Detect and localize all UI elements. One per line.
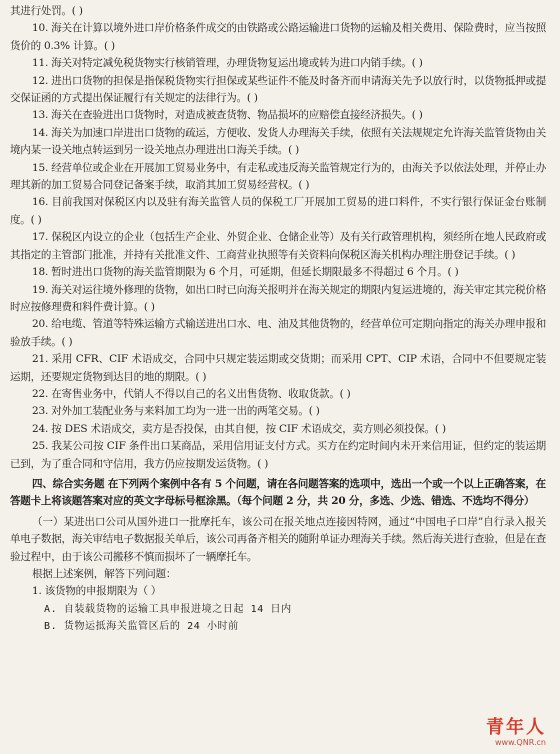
question-21: 21. 采用 CFR、CIF 术语成交，合同中只规定装运期或交货期；而采用 CPT、CIP 术语，合同中不但要规定装运期，还要规定货物到达目的地的期限。( )	[10, 353, 546, 383]
question-14: 14. 海关为加速口岸进出口货物的疏运，方便收、发货人办理海关手续，依照有关法规规定允许海关监管货物由关境内某一设关地点转运到另一设关地点办理进出口海关手续。( )	[10, 126, 546, 157]
question-24: 24. 按 DES 术语成交，卖方是否投保，由其自便，按 CIF 术语成交，卖方则必须投保。( )	[32, 422, 446, 435]
question-22: 22. 在寄售业务中，代销人不得以自己的名义出售货物、收取货款。( )	[32, 387, 351, 400]
section-title: 四、综合实务题	[32, 477, 105, 490]
question-13: 13. 海关在查验进出口货物时，对造成被查货物、物品损坏的应赔偿直接经济损失。( )	[32, 109, 423, 122]
section-heading	[10, 476, 546, 511]
question-20: 20. 给电缆、管道等特殊运输方式输送进出口水、电、油及其他货物的，经营单位可定期向指定的海关办理申报和验放手续。( )	[10, 318, 546, 348]
question-9-tail: 其进行处罚。( )	[10, 5, 83, 17]
case-1-prompt: 根据上述案例，解答下列问题：	[32, 568, 177, 580]
watermark-url: www.QNR.cn	[494, 738, 546, 747]
question-23: 23. 对外加工装配业务与来料加工均为一进一出的两笔交易。( )	[32, 405, 320, 418]
question-16: 16. 目前我国对保税区内以及驻有海关监管人员的保税工厂开展加工贸易的进口料件，不实行银行保证金台账制度。( )	[10, 196, 546, 226]
question-17: 17. 保税区内设立的企业（包括生产企业、外贸企业、仓储企业等）及有关行政管理机构，须经所在地人民政府或其指定的主管部门批准，并持有关批准文件、工商营业执照等有关资料向保税区海关机构办理注册登记手续。( )	[10, 231, 546, 261]
watermark-logo: 青年人	[486, 717, 546, 738]
case-1-description: （一）某进出口公司从国外进口一批摩托车，该公司在报关地点连接因特网，通过“中国电子口岸”自行录入报关单电子数据，海关审结电子数据报关单后，该公司再备齐相关的随附单证办理海关手续。然后海关进行查验，但是在查验过程中，由于该公司搬移不慎而损坏了一辆摩托车。	[10, 515, 546, 563]
question-18: 18. 暂时进出口货物的海关监管期限为 6 个月，可延期，但延长期限最多不得超过 6 个月。( )	[32, 266, 459, 279]
case-1-option-a: A. 自装载货物的运输工具申报进境之日起 14 日内	[44, 603, 292, 615]
case-1-question-1: 1. 该货物的申报期限为（ ）	[32, 585, 162, 598]
watermark	[486, 718, 546, 748]
question-10: 10. 海关在计算以境外进口岸价格条件成交的由铁路或公路运输进口货物的运输及相关费用、保险费时，应当按照货价的 0.3% 计算。( )	[10, 22, 546, 52]
case-1-option-b: B. 货物运抵海关监管区后的 24 小时前	[44, 621, 239, 633]
question-15: 15. 经营单位或企业在开展加工贸易业务中，有走私或违反海关监管规定行为的，由海关予以依法处理，并停止办理其新的加工贸易合同登记备案手续，取消其加工贸易经营权。( )	[10, 161, 546, 192]
question-12: 12. 进出口货物的担保是指保税货物实行担保或某些证件不能及时备齐而申请海关先予以放行时，以货物抵押或提交保证函的方式提出保证履行有关规定的法律行为。( )	[10, 74, 546, 105]
section-instruction: 在下列两个案例中各有 5 个问题，请在各问题答案的选项中，选出一个或一个以上正确答案，在答题卡上将该题答案对应的英文字母标号框涂黑。（每个问题 2 分，共 20 分，多选、少选、错选、不选均不得分）	[10, 477, 546, 508]
question-25: 25. 我某公司按 CIF 条件出口某商品，采用信用证支付方式。买方在约定时间内未开来信用证，但约定的装运期已到，为了重合同和守信用，我方仍应按期发运货物。( )	[10, 440, 546, 470]
question-11: 11. 海关对特定减免税货物实行核销管理，办理货物复运出境或转为进口内销手续。( )	[32, 57, 423, 70]
question-19: 19. 海关对运往境外修理的货物，如出口时已向海关报明并在海关规定的期限内复运进境的，海关审定其完税价格时应按修理费和料件费计算。( )	[10, 283, 546, 313]
